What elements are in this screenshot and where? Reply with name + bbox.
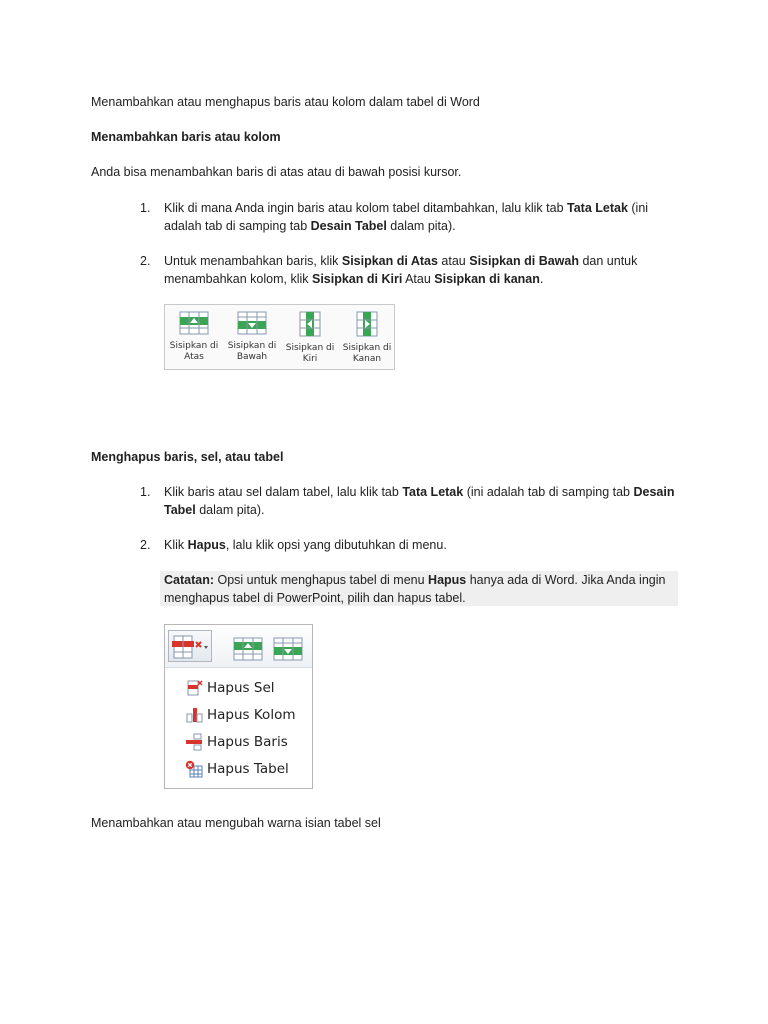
menu-item-delete-cells[interactable]: Hapus Sel [185, 676, 275, 700]
list-item-delete-step1: Klik baris atau sel dalam tabel, lalu klik tab Tata Letak (ini adalah tab di samping tab Desain Tabel dalam pita). [164, 485, 675, 517]
list-number: 1. [140, 201, 151, 215]
intro-paragraph: Anda bisa menambahkan baris di atas atau di bawah posisi kursor. [91, 165, 462, 179]
insert-below-button[interactable]: Sisipkan di Bawah [224, 309, 280, 369]
delete-cells-icon [185, 679, 203, 697]
list-item-delete-step2: Klik Hapus, lalu klik opsi yang dibutuhkan di menu. [164, 538, 447, 552]
insert-above-small-button[interactable] [233, 637, 263, 664]
delete-row-icon [185, 733, 203, 751]
delete-table-icon [169, 631, 211, 661]
insert-below-icon [237, 311, 267, 335]
insert-left-button[interactable]: Sisipkan di Kiri [282, 309, 338, 369]
delete-menu [164, 624, 313, 789]
menu-item-delete-table[interactable]: Hapus Tabel [185, 757, 289, 781]
next-section-title: Menambahkan atau mengubah warna isian tabel sel [91, 816, 381, 830]
section-heading-delete: Menghapus baris, sel, atau tabel [91, 450, 284, 464]
insert-below-icon [273, 637, 303, 661]
document-title: Menambahkan atau menghapus baris atau kolom dalam tabel di Word [91, 95, 480, 109]
insert-right-button[interactable]: Sisipkan di Kanan [339, 309, 395, 369]
insert-above-icon [179, 311, 209, 335]
insert-ribbon-group [164, 304, 395, 370]
menu-item-delete-column[interactable]: Hapus Kolom [185, 703, 295, 727]
section-heading-add: Menambahkan baris atau kolom [91, 130, 281, 144]
delete-dropdown-button[interactable] [168, 630, 212, 662]
insert-above-button[interactable]: Sisipkan di Atas [166, 309, 222, 369]
insert-below-small-button[interactable] [273, 637, 303, 664]
list-number: 2. [140, 254, 151, 268]
note-text: Catatan: Opsi untuk menghapus tabel di menu Hapus hanya ada di Word. Jika Anda ingin menghapus tabel di PowerPoint, pilih dan hapus tabel. [164, 573, 666, 605]
list-number: 2. [140, 538, 151, 552]
insert-right-icon [352, 311, 382, 337]
list-item-add-step2: Untuk menambahkan baris, klik Sisipkan di Atas atau Sisipkan di Bawah dan untuk menambahkan kolom, klik Sisipkan di Kiri Atau Sisipkan di kanan. [164, 254, 638, 286]
list-item-add-step1: Klik di mana Anda ingin baris atau kolom tabel ditambahkan, lalu klik tab Tata Letak (ini adalah tab di samping tab Desain Tabel dalam pita). [164, 201, 649, 233]
menu-item-delete-row[interactable]: Hapus Baris [185, 730, 288, 754]
list-number: 1. [140, 485, 151, 499]
insert-left-icon [295, 311, 325, 337]
insert-above-icon [233, 637, 263, 661]
delete-column-icon [185, 706, 203, 724]
delete-table-small-icon [185, 760, 203, 778]
menu-toolbar [165, 625, 312, 668]
